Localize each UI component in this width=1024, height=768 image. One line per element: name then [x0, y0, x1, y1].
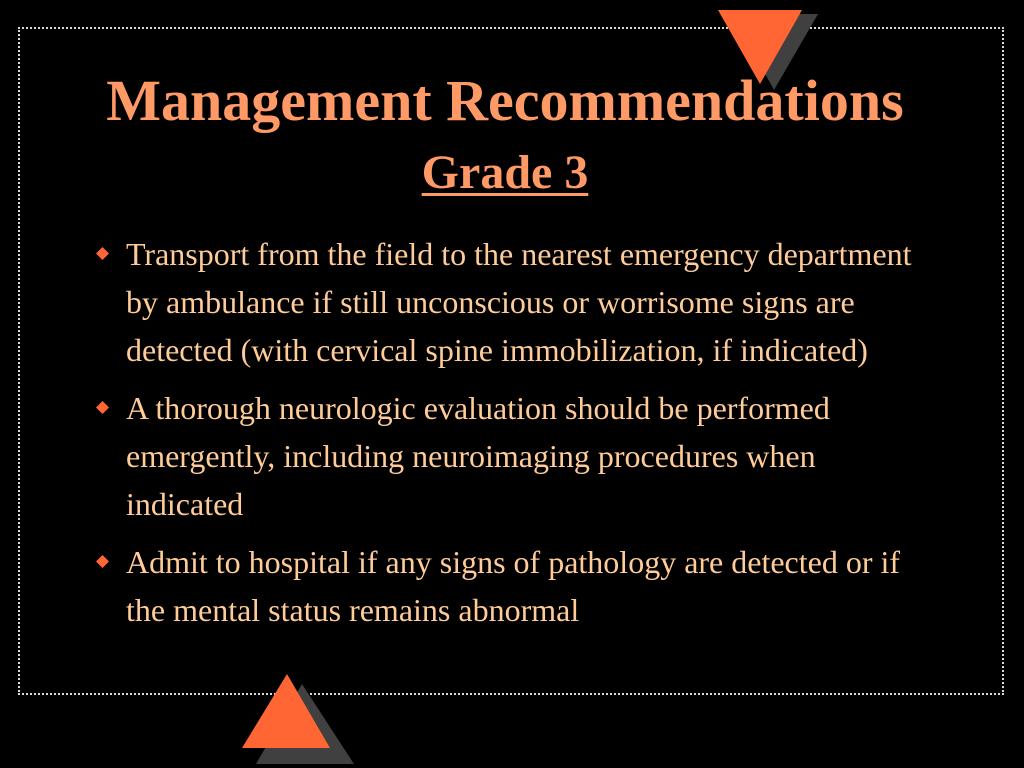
slide-title: Management Recommendations: [106, 68, 904, 133]
list-item: [90, 538, 940, 634]
bullet-text: Admit to hospital if any signs of pathology are detected or if the mental status remains abnormal: [126, 544, 901, 628]
slide-subtitle: [0, 144, 1010, 202]
list-item: [90, 230, 940, 374]
bullet-list: [90, 230, 940, 644]
diamond-icon: [96, 555, 109, 568]
list-item: [90, 384, 940, 528]
diamond-icon: [96, 247, 109, 260]
bullet-text: Transport from the field to the nearest emergency department by ambulance if still unconscious or worrisome signs are detected (with cervical spine immobilization, if indicated): [126, 236, 912, 368]
diamond-icon: [96, 401, 109, 414]
triangle-up-icon: [240, 672, 354, 764]
bullet-text: A thorough neurologic evaluation should be performed emergently, including neuroimaging procedures when indicated: [126, 390, 830, 522]
subtitle-text: Grade 3: [421, 146, 589, 199]
